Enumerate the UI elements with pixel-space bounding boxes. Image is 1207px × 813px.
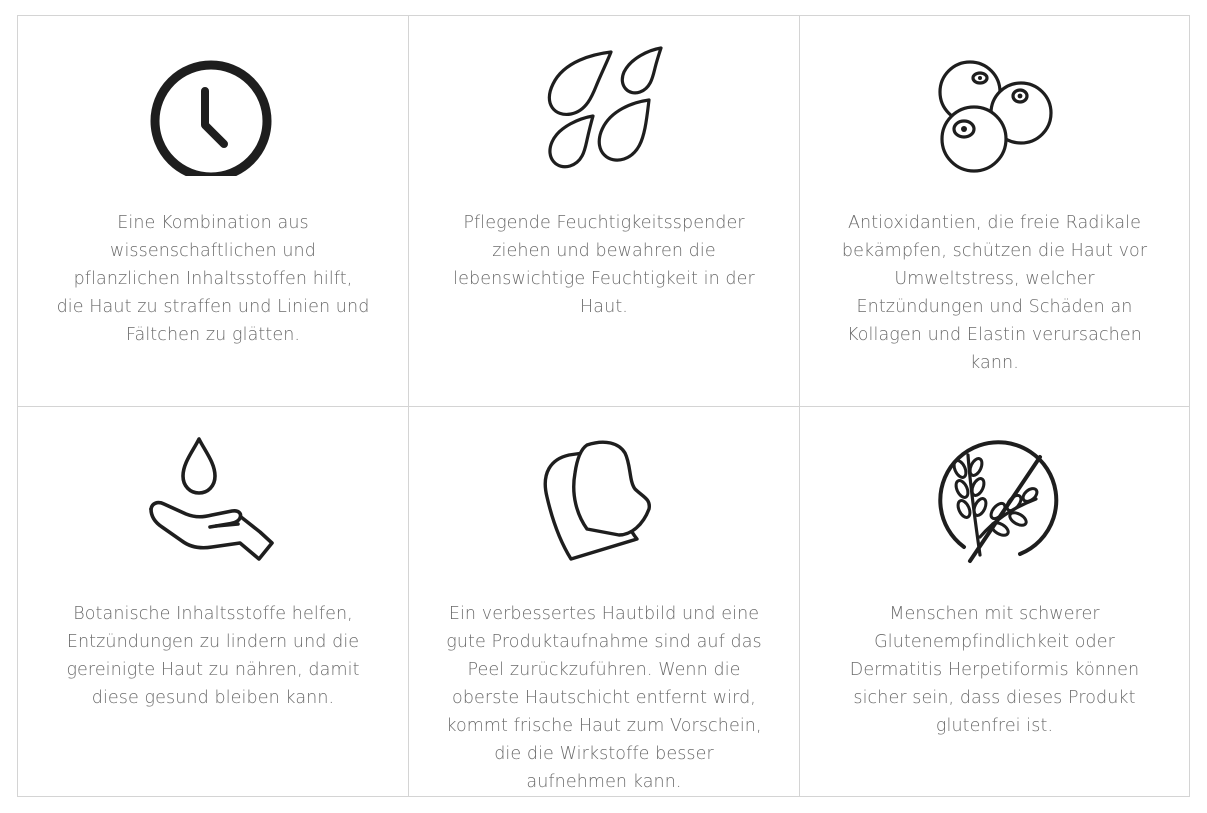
berries-icon [930,46,1060,176]
water-drops-icon [539,46,669,176]
feature-cell-gluten-free [799,406,1190,797]
gluten-free-icon [930,437,1060,567]
feature-cell-peel [408,406,799,797]
hand-drop-icon [148,437,278,567]
feature-cell-antioxidants [799,15,1190,406]
peel-pads-icon [539,437,669,567]
feature-text: Ein verbessertes Hautbild und eine gute Produktaufnahme sind auf das Peel zurückzuführen. Wenn die oberste Hautschicht entfernt wird, kommt frische Haut zum Vorschein, die die Wirkstoffe besser aufnehmen kann. [446,604,762,792]
feature-cell-botanical [17,406,408,797]
feature-text: Pflegende Feuchtigkeitsspender ziehen und bewahren die lebenswichtige Feuchtigkeit in der Haut. [453,213,755,317]
feature-text: Botanische Inhaltsstoffe helfen, Entzündungen zu lindern und die gereinigte Haut zu nähren, damit diese gesund bleiben kann. [66,604,360,708]
feature-cell-firming [17,15,408,406]
clock-icon [148,46,278,176]
features-grid [17,15,1190,797]
feature-text: Eine Kombination aus wissenschaftlichen und pflanzlichen Inhaltsstoffen hilft, die Haut zu straffen und Linien und Fältchen zu glätten. [56,213,370,345]
feature-text: Antioxidantien, die freie Radikale bekämpfen, schützen die Haut vor Umweltstress, welcher Entzündungen und Schäden an Kollagen und Elastin verursachen kann. [841,213,1148,373]
feature-text: Menschen mit schwerer Glutenempfindlichkeit oder Dermatitis Herpetiformis können sicher sein, dass dieses Produkt glutenfrei ist. [849,604,1140,736]
feature-cell-moisture [408,15,799,406]
